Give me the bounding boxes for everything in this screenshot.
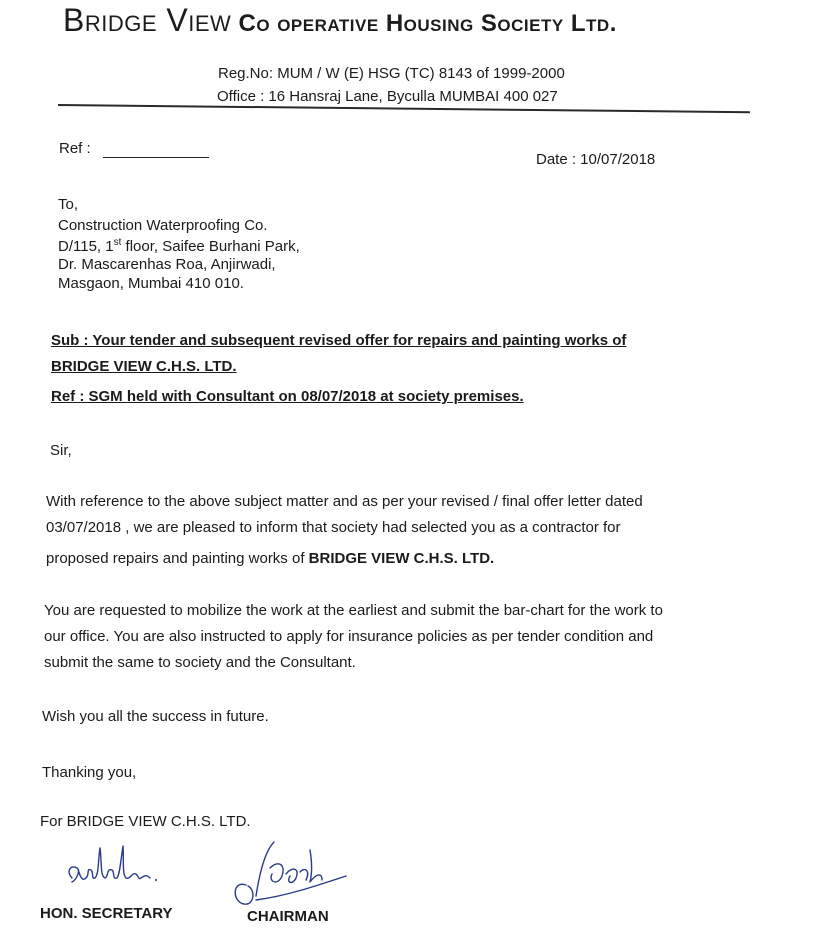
recipient-to: To, (58, 196, 79, 213)
office-address: Office : 16 Hansraj Lane, Byculla MUMBAI 400 027 (217, 88, 558, 105)
paragraph2-line1: You are requested to mobilize the work at the earliest and submit the bar-chart for the work to (44, 602, 663, 619)
secretary-signature (64, 838, 174, 898)
subject-line1: Sub : Your tender and subsequent revised offer for repairs and painting works of (51, 332, 627, 349)
subject-ref: Ref : SGM held with Consultant on 08/07/2018 at society premises. (51, 388, 524, 405)
letterhead-title (63, 2, 617, 39)
thanking-line: Thanking you, (42, 764, 137, 781)
address-line1-pre: D/115, 1 (58, 238, 114, 255)
recipient-address-line3: Masgaon, Mumbai 410 010. (58, 275, 244, 292)
society-name-bold: BRIDGE VIEW C.H.S. LTD. (308, 550, 495, 567)
paragraph1-line2: 03/07/2018 , we are pleased to inform that society had selected you as a contractor for (46, 519, 621, 536)
paragraph1-line3 (46, 550, 494, 567)
ref-label: Ref : (59, 140, 91, 157)
letterhead-divider (58, 104, 750, 113)
chairman-signature (226, 830, 356, 920)
subject-line2: BRIDGE VIEW C.H.S. LTD. (51, 358, 237, 375)
secretary-label: HON. SECRETARY (40, 905, 173, 922)
letter-date: Date : 10/07/2018 (536, 151, 656, 168)
paragraph2-line3: submit the same to society and the Consultant. (44, 654, 356, 671)
paragraph3: Wish you all the success in future. (42, 708, 269, 725)
paragraph1-line1: With reference to the above subject matter and as per your revised / final offer letter dated (46, 493, 643, 510)
closing-for-line: For BRIDGE VIEW C.H.S. LTD. (40, 813, 251, 830)
address-line1-post: floor, Saifee Burhani Park, (121, 238, 300, 255)
paragraph1-line3-text: proposed repairs and painting works of (46, 550, 309, 567)
salutation: Sir, (50, 442, 72, 459)
letterhead-title-main: Bridge View (63, 2, 232, 38)
recipient-address-line1 (58, 237, 300, 255)
paragraph2-line2: our office. You are also instructed to apply for insurance policies as per tender condition and (44, 628, 654, 645)
address-line1-sup: st (113, 237, 122, 248)
chairman-label: CHAIRMAN (247, 908, 329, 925)
registration-number: Reg.No: MUM / W (E) HSG (TC) 8143 of 1999-2000 (218, 65, 565, 82)
recipient-name: Construction Waterproofing Co. (58, 217, 268, 234)
recipient-address-line2: Dr. Mascarenhas Roa, Anjirwadi, (58, 256, 276, 273)
ref-blank-line (103, 157, 209, 158)
letterhead-title-rest: Co operative Housing Society Ltd. (231, 10, 617, 37)
